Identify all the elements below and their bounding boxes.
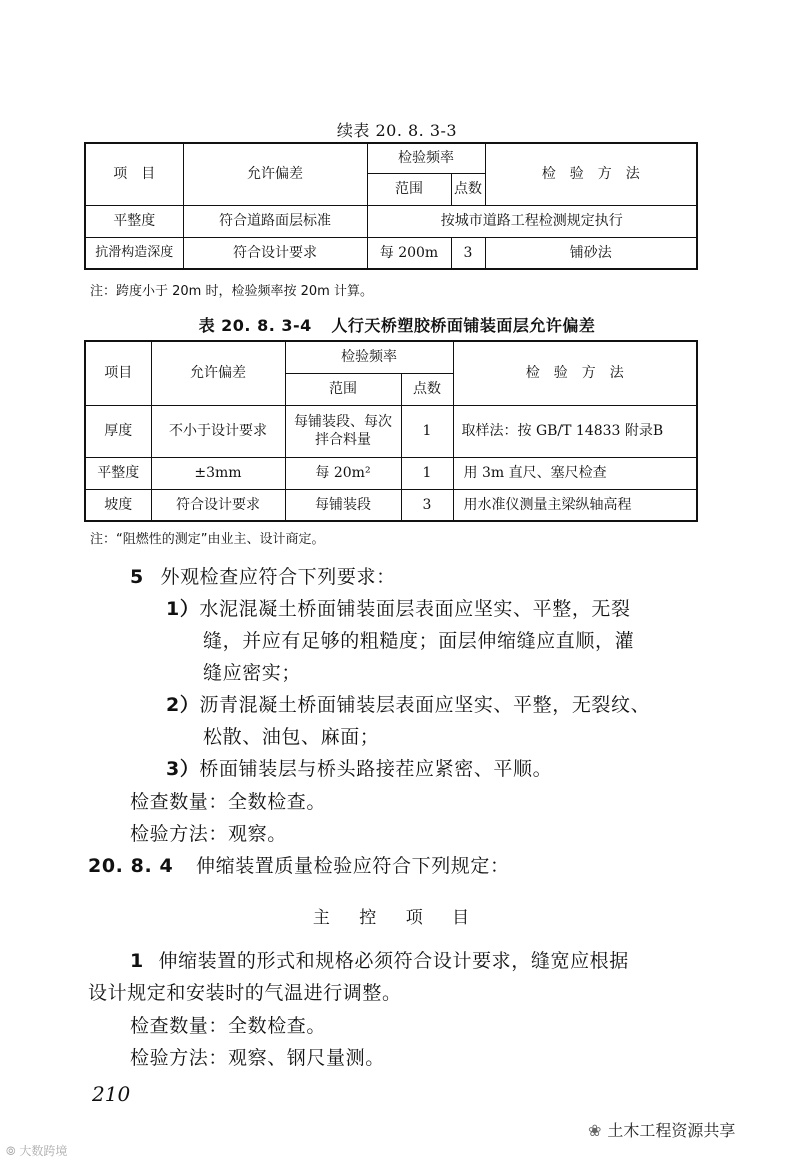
sub-item-2-line2: 松散、油包、麻面； [203, 726, 380, 748]
table2-header-frequency: 检验频率 [285, 341, 453, 373]
table-cell: 1 [401, 405, 453, 457]
table-cell: 3 [401, 489, 453, 521]
item1-line2: 设计规定和安装时的气温进行调整。 [88, 982, 402, 1004]
table2-header-method: 检 验 方 法 [453, 341, 697, 405]
item5-paragraph [130, 561, 396, 593]
table-row [85, 237, 697, 269]
table-cell: 平整度 [85, 205, 183, 237]
check-quantity-2: 检查数量：全数检查。 [130, 1015, 327, 1037]
section-text: 伸缩装置质量检验应符合下列规定： [196, 855, 510, 877]
item-number: 5 [130, 566, 144, 588]
table1-header-points: 点数 [451, 173, 485, 205]
table-cell: 每 20m² [285, 457, 401, 489]
table-cell: 3 [451, 237, 485, 269]
watermark-left [6, 1142, 67, 1159]
table-cell: ±3mm [151, 457, 285, 489]
table1-header-method: 检 验 方 法 [485, 143, 697, 205]
table-cell: 每铺装段 [285, 489, 401, 521]
table1 [84, 142, 698, 270]
table-row [85, 205, 697, 237]
item-text: 水泥混凝土桥面铺装面层表面应坚实、平整，无裂 [199, 598, 631, 620]
table2-caption-number: 表 20. 8. 3-4 [198, 316, 312, 335]
table2-header-tolerance: 允许偏差 [151, 341, 285, 405]
item-number: 2） [166, 694, 200, 716]
table-row [85, 457, 697, 489]
page-number: 210 [92, 1082, 131, 1106]
item-number: 1） [166, 598, 200, 620]
watermark-right-text: 土木工程资源共享 [607, 1121, 736, 1140]
table-cell: 每铺装段、每次拌合料量 [285, 405, 401, 457]
table-cell: 坡度 [85, 489, 151, 521]
table-cell: 取样法：按 GB/T 14833 附录B [453, 405, 697, 457]
table-cell: 用 3m 直尺、塞尺检查 [453, 457, 697, 489]
check-method: 检验方法：观察。 [130, 823, 287, 845]
check-quantity: 检查数量：全数检查。 [130, 791, 327, 813]
item-number: 3） [166, 758, 200, 780]
table-cell: 铺砂法 [485, 237, 697, 269]
table1-header-tolerance: 允许偏差 [183, 143, 367, 205]
item1-paragraph [130, 945, 629, 977]
table-cell: 1 [401, 457, 453, 489]
item-text: 沥青混凝土桥面铺装层表面应坚实、平整，无裂纹、 [199, 694, 651, 716]
table-cell: 符合设计要求 [151, 489, 285, 521]
sub-item-1-line3: 缝应密实； [203, 662, 302, 684]
watermark-right [588, 1118, 735, 1141]
table1-note: 注：跨度小于 20m 时，检验频率按 20m 计算。 [90, 284, 373, 299]
table-cell: 符合设计要求 [183, 237, 367, 269]
table-cell: 每 200m [367, 237, 451, 269]
table2 [84, 340, 698, 522]
table2-header-item: 项目 [85, 341, 151, 405]
wechat-icon: ❀ [588, 1121, 602, 1140]
section-number: 20. 8. 4 [88, 855, 174, 877]
sub-item-2 [166, 689, 650, 721]
table-cell: 用水准仪测量主梁纵轴高程 [453, 489, 697, 521]
table2-header-points: 点数 [401, 373, 453, 405]
item-text: 伸缩装置的形式和规格必须符合设计要求，缝宽应根据 [158, 950, 629, 972]
sub-item-1-line2: 缝，并应有足够的粗糙度；面层伸缩缝应直顺，灌 [203, 630, 635, 652]
sub-item-3 [166, 753, 552, 785]
watermark-logo-icon: ⦾ [6, 1144, 20, 1158]
table2-caption-title: 人行天桥塑胶桥面铺装面层允许偏差 [331, 316, 596, 335]
table-cell: 平整度 [85, 457, 151, 489]
check-method-2: 检验方法：观察、钢尺量测。 [130, 1047, 385, 1069]
main-control-heading: 主 控 项 目 [312, 908, 482, 928]
table-cell: 按城市道路工程检测规定执行 [367, 205, 697, 237]
table-cell: 不小于设计要求 [151, 405, 285, 457]
table1-caption: 续表 20. 8. 3-3 [336, 121, 458, 140]
item-text: 桥面铺装层与桥头路接茬应紧密、平顺。 [199, 758, 553, 780]
table1-header-frequency: 检验频率 [367, 143, 485, 173]
watermark-left-text: 大数跨境 [19, 1144, 68, 1158]
item-text: 外观检查应符合下列要求： [160, 566, 396, 588]
sub-item-1 [166, 593, 631, 625]
table-row [85, 489, 697, 521]
table-row [85, 405, 697, 457]
table-cell: 厚度 [85, 405, 151, 457]
table2-header-range: 范围 [285, 373, 401, 405]
table-cell: 抗滑构造深度 [85, 237, 183, 269]
section-20-8-4 [88, 850, 510, 882]
item-number: 1 [130, 950, 144, 972]
table2-caption [0, 313, 794, 336]
table-cell: 符合道路面层标准 [183, 205, 367, 237]
table2-note: 注：“阻燃性的测定”由业主、设计商定。 [90, 532, 325, 547]
table1-header-range: 范围 [367, 173, 451, 205]
table1-header-item: 项 目 [85, 143, 183, 205]
